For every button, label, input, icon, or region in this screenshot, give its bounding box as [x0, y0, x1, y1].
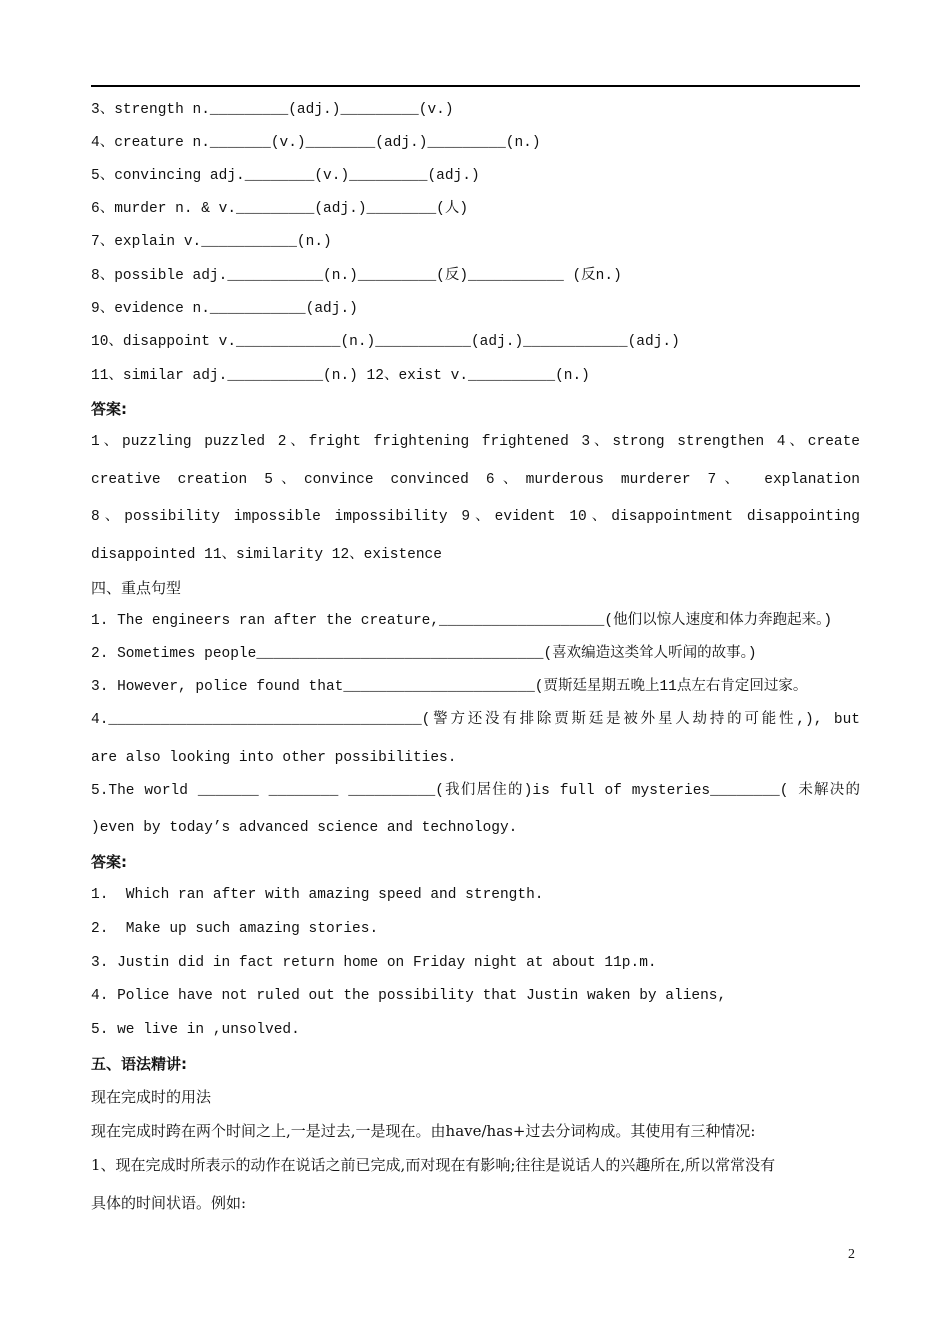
vocab-line: 9、evidence n.___________(adj.) — [91, 301, 358, 317]
vocab-line: 6、murder n. & v._________(adj.)________(人) — [91, 201, 469, 217]
sentence-line: 3. However, police found that______________________(贾斯廷星期五晚上11点左右肯定回过家。 — [91, 679, 808, 695]
answer-line: disappointed 11、similarity 12、existence — [91, 547, 442, 563]
sentence-line: 4.____________________________________(警方还没有排除贾斯廷是被外星人劫持的可能性,), but — [91, 712, 860, 728]
answer-heading: 答案: — [91, 853, 127, 871]
answer-line: 2. Make up such amazing stories. — [91, 921, 379, 937]
vocab-line: 7、explain v.___________(n.) — [91, 234, 332, 250]
grammar-point: 1、现在完成时所表示的动作在说话之前已完成,而对现在有影响;往往是说话人的兴趣所在,所以常常没有 — [91, 1156, 776, 1174]
vocab-line: 10、disappoint v.____________(n.)___________(adj.)____________(adj.) — [91, 334, 680, 350]
sentence-line: are also looking into other possibilities. — [91, 750, 457, 766]
answer-line: creative creation 5、convince convinced 6、murderous murderer 7、 explanation — [91, 472, 860, 488]
sentence-line: 5.The world _______ ________ __________(我们居住的)is full of mysteries________( 未解决的 — [91, 783, 860, 799]
vocab-line: 5、convincing adj.________(v.)_________(adj.) — [91, 168, 480, 184]
header-rule — [91, 85, 860, 87]
vocab-line: 11、similar adj.___________(n.) 12、exist v.__________(n.) — [91, 368, 590, 384]
grammar-title: 现在完成时的用法 — [91, 1088, 212, 1106]
answer-heading: 答案: — [91, 400, 127, 418]
answer-line: 1、puzzling puzzled 2、fright frightening frightened 3、strong strengthen 4、create — [91, 434, 860, 450]
answer-line: 8、possibility impossible impossibility 9、evident 10、disappointment disappointing — [91, 509, 860, 525]
vocab-line: 4、creature n._______(v.)________(adj.)_________(n.) — [91, 135, 541, 151]
answer-line: 5. we live in ,unsolved. — [91, 1022, 300, 1038]
sentence-line: 1. The engineers ran after the creature,___________________(他们以惊人速度和体力奔跑起来。) — [91, 613, 833, 629]
vocab-line: 8、possible adj.___________(n.)_________(反)___________ (反n.) — [91, 268, 622, 284]
section-title: 四、重点句型 — [91, 579, 182, 597]
answer-line: 1. Which ran after with amazing speed and strength. — [91, 887, 544, 903]
grammar-point: 具体的时间状语。例如: — [91, 1194, 247, 1212]
grammar-intro: 现在完成时跨在两个时间之上,一是过去,一是现在。由have/has+过去分词构成。其使用有三种情况: — [91, 1122, 756, 1140]
answer-line: 4. Police have not ruled out the possibility that Justin waken by aliens, — [91, 988, 727, 1004]
page-number: 2 — [848, 1247, 855, 1262]
answer-line: 3. Justin did in fact return home on Friday night at about 11p.m. — [91, 955, 657, 971]
sentence-line: 2. Sometimes people_________________________________(喜欢编造这类耸人听闻的故事。) — [91, 646, 757, 662]
sentence-line: )even by today’s advanced science and technology. — [91, 820, 518, 836]
section-title: 五、语法精讲: — [91, 1055, 187, 1073]
vocab-line: 3、strength n._________(adj.)_________(v.) — [91, 102, 454, 118]
